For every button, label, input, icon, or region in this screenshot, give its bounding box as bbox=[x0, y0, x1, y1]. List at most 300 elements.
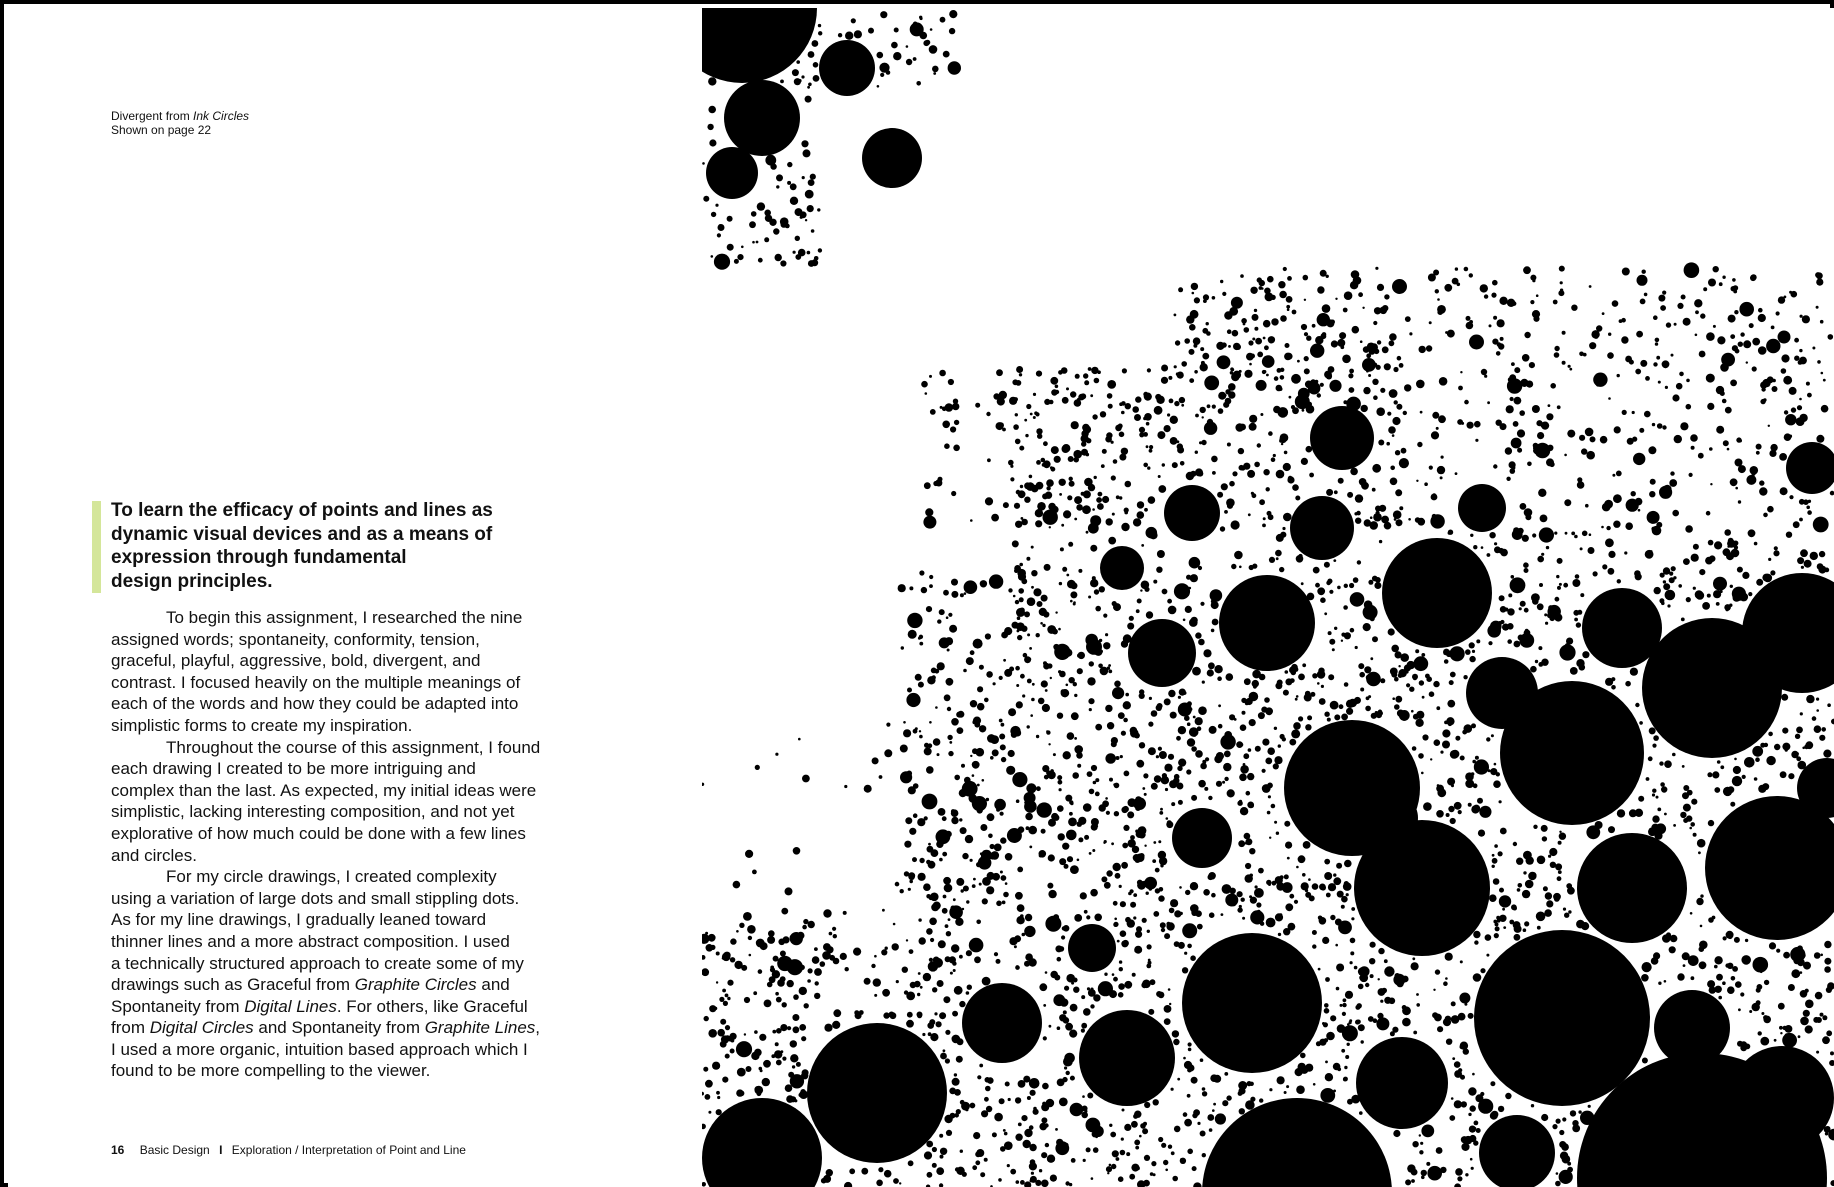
stipple-dot bbox=[1468, 1087, 1476, 1095]
text-line: For my circle drawings, I created complexity bbox=[166, 867, 497, 887]
stipple-dot bbox=[1536, 450, 1542, 456]
stipple-dot bbox=[1315, 583, 1320, 588]
stipple-dot bbox=[951, 491, 956, 496]
stipple-dot bbox=[1449, 1115, 1455, 1121]
stipple-dot bbox=[884, 1170, 892, 1178]
stipple-dot bbox=[1238, 1087, 1245, 1094]
stipple-dot bbox=[1016, 799, 1020, 803]
stipple-dot bbox=[1206, 322, 1209, 325]
stipple-dot bbox=[1030, 1090, 1036, 1096]
stipple-dot bbox=[1326, 275, 1329, 278]
stipple-dot bbox=[1368, 580, 1373, 585]
stipple-dot bbox=[1506, 477, 1510, 481]
stipple-dot bbox=[844, 785, 847, 788]
stipple-dot bbox=[1489, 324, 1492, 327]
stipple-dot bbox=[1101, 670, 1104, 673]
stipple-dot bbox=[938, 940, 946, 948]
stipple-dot bbox=[1324, 1003, 1329, 1008]
stipple-dot bbox=[1639, 721, 1643, 725]
stipple-dot bbox=[1657, 808, 1661, 812]
stipple-dot bbox=[1526, 856, 1534, 864]
stipple-dot bbox=[1732, 278, 1736, 282]
stipple-dot bbox=[905, 817, 912, 824]
stipple-dot bbox=[1463, 675, 1467, 679]
stipple-dot bbox=[823, 943, 831, 951]
stipple-dot bbox=[710, 945, 715, 950]
stipple-dot bbox=[1613, 494, 1622, 503]
stipple-dot bbox=[1572, 579, 1580, 587]
stipple-dot bbox=[1447, 330, 1455, 338]
stipple-dot bbox=[1240, 724, 1247, 731]
stipple-dot bbox=[1082, 1095, 1085, 1098]
stipple-dot bbox=[1359, 672, 1365, 678]
stipple-dot bbox=[1203, 649, 1211, 657]
stipple-dot bbox=[1390, 478, 1398, 486]
stipple-dot bbox=[1776, 949, 1780, 953]
stipple-dot bbox=[775, 254, 782, 261]
stipple-dot bbox=[1228, 345, 1231, 348]
text-line: graceful, playful, aggressive, bold, divergent, and bbox=[111, 651, 481, 671]
stipple-dot bbox=[1105, 753, 1116, 764]
stipple-dot bbox=[1458, 386, 1463, 391]
stipple-dot bbox=[1250, 287, 1257, 294]
stipple-dot bbox=[1071, 712, 1079, 720]
stipple-dot bbox=[1109, 1164, 1112, 1167]
stipple-dot bbox=[1699, 941, 1708, 950]
stipple-dot bbox=[948, 613, 952, 617]
stipple-dot bbox=[1560, 1152, 1568, 1160]
stipple-dot bbox=[1187, 1149, 1193, 1155]
stipple-dot bbox=[1442, 729, 1450, 737]
stipple-dot bbox=[926, 766, 934, 774]
stipple-dot bbox=[1522, 890, 1530, 898]
stipple-dot bbox=[1378, 978, 1380, 980]
stipple-dot bbox=[1805, 989, 1809, 993]
stipple-dot bbox=[1029, 846, 1032, 849]
stipple-dot bbox=[1280, 734, 1285, 739]
stipple-dot bbox=[1365, 706, 1371, 712]
stipple-dot bbox=[1267, 747, 1275, 755]
stipple-dot bbox=[1816, 709, 1819, 712]
stipple-dot bbox=[1505, 1093, 1511, 1099]
stipple-dot bbox=[824, 1024, 832, 1032]
stipple-dot bbox=[1292, 484, 1299, 491]
stipple-dot bbox=[1346, 700, 1354, 708]
stipple-dot bbox=[1645, 550, 1654, 559]
stipple-dot bbox=[1202, 681, 1205, 684]
stipple-dot bbox=[1480, 1092, 1484, 1096]
stipple-dot bbox=[1083, 490, 1091, 498]
stipple-dot bbox=[1608, 568, 1615, 575]
stipple-dot bbox=[892, 943, 899, 950]
stipple-dot bbox=[1357, 560, 1361, 564]
stipple-dot bbox=[1768, 558, 1771, 561]
stipple-dot bbox=[1497, 319, 1505, 327]
stipple-dot bbox=[1436, 427, 1439, 430]
stipple-dot bbox=[1106, 870, 1112, 876]
stipple-dot bbox=[1403, 411, 1407, 415]
stipple-dot bbox=[1547, 896, 1550, 899]
stipple-dot bbox=[1237, 891, 1243, 897]
stipple-dot bbox=[1697, 839, 1706, 848]
stipple-dot bbox=[780, 1024, 787, 1031]
stipple-dot bbox=[1140, 1123, 1146, 1129]
stipple-dot bbox=[1722, 276, 1725, 279]
stipple-dot bbox=[1249, 692, 1259, 702]
stipple-dot bbox=[1284, 353, 1292, 361]
stipple-dot bbox=[1157, 431, 1165, 439]
stipple-dot bbox=[1160, 922, 1166, 928]
stipple-dot bbox=[1063, 1010, 1067, 1014]
stipple-dot bbox=[1557, 405, 1561, 409]
stipple-dot bbox=[1640, 360, 1647, 367]
stipple-dot bbox=[1467, 422, 1474, 429]
stipple-dot bbox=[921, 587, 927, 593]
stipple-dot bbox=[962, 853, 968, 859]
stipple-dot bbox=[1057, 1026, 1061, 1030]
stipple-dot bbox=[1052, 629, 1058, 635]
stipple-dot bbox=[1556, 575, 1559, 578]
stipple-dot bbox=[1728, 786, 1735, 793]
stipple-dot bbox=[1170, 416, 1178, 424]
stipple-dot bbox=[1821, 405, 1829, 413]
stipple-dot bbox=[931, 668, 937, 674]
stipple-dot bbox=[1448, 806, 1454, 812]
ink-circle bbox=[1474, 930, 1650, 1106]
stipple-dot bbox=[1223, 763, 1231, 771]
body-text bbox=[111, 607, 581, 1082]
stipple-dot bbox=[1290, 678, 1295, 683]
stipple-dot bbox=[1102, 496, 1109, 503]
stipple-dot bbox=[767, 936, 775, 944]
stipple-dot bbox=[1350, 468, 1358, 476]
stipple-dot bbox=[1243, 753, 1249, 759]
stipple-dot bbox=[1255, 885, 1258, 888]
stipple-dot bbox=[1105, 705, 1112, 712]
stipple-dot bbox=[1398, 665, 1400, 667]
stipple-dot bbox=[1026, 826, 1030, 830]
stipple-dot bbox=[990, 735, 999, 744]
stipple-dot bbox=[1412, 746, 1417, 751]
stipple-dot bbox=[1324, 712, 1329, 717]
stipple-dot bbox=[1799, 349, 1802, 352]
stipple-dot bbox=[1593, 373, 1607, 387]
stipple-dot bbox=[879, 63, 889, 73]
stipple-dot bbox=[926, 751, 929, 754]
stipple-dot bbox=[1225, 398, 1232, 405]
stipple-dot bbox=[1114, 918, 1117, 921]
stipple-dot bbox=[1015, 1097, 1021, 1103]
stipple-dot bbox=[765, 155, 776, 166]
stipple-dot bbox=[1728, 538, 1734, 544]
stipple-dot bbox=[1166, 817, 1169, 820]
stipple-dot bbox=[1556, 1172, 1559, 1175]
stipple-dot bbox=[1695, 334, 1698, 337]
stipple-dot bbox=[1189, 378, 1194, 383]
stipple-dot bbox=[1460, 371, 1462, 373]
stipple-dot bbox=[1224, 777, 1228, 781]
stipple-dot bbox=[1239, 424, 1246, 431]
stipple-dot bbox=[1782, 728, 1788, 734]
stipple-dot bbox=[833, 1009, 841, 1017]
stipple-dot bbox=[1174, 583, 1190, 599]
stipple-dot bbox=[996, 422, 1004, 430]
stipple-dot bbox=[1327, 579, 1332, 584]
stipple-dot bbox=[1004, 1132, 1008, 1136]
stipple-dot bbox=[1416, 993, 1419, 996]
stipple-dot bbox=[1147, 368, 1151, 372]
stipple-dot bbox=[940, 1155, 944, 1159]
stipple-dot bbox=[1059, 858, 1066, 865]
stipple-dot bbox=[1202, 1091, 1207, 1096]
stipple-dot bbox=[946, 1130, 952, 1136]
stipple-dot bbox=[1045, 492, 1052, 499]
stipple-dot bbox=[1750, 466, 1759, 475]
stipple-dot bbox=[1522, 535, 1529, 542]
stipple-dot bbox=[919, 570, 924, 575]
stipple-dot bbox=[1629, 360, 1634, 365]
stipple-dot bbox=[949, 905, 963, 919]
stipple-dot bbox=[1151, 783, 1158, 790]
stipple-dot bbox=[1319, 1039, 1326, 1046]
stipple-dot bbox=[1083, 373, 1088, 378]
stipple-dot bbox=[1706, 332, 1715, 341]
stipple-dot bbox=[1134, 733, 1140, 739]
stipple-dot bbox=[924, 816, 928, 820]
stipple-dot bbox=[965, 1108, 968, 1111]
ink-circle bbox=[1479, 1115, 1555, 1187]
stipple-dot bbox=[1317, 670, 1325, 678]
stipple-dot bbox=[1799, 357, 1807, 365]
stipple-dot bbox=[1078, 569, 1082, 573]
stipple-dot bbox=[1277, 1076, 1285, 1084]
stipple-dot bbox=[1782, 1033, 1797, 1048]
stipple-dot bbox=[972, 884, 976, 888]
stipple-dot bbox=[919, 858, 924, 863]
stipple-dot bbox=[996, 369, 1003, 376]
stipple-dot bbox=[1174, 1126, 1181, 1133]
text-line bbox=[111, 974, 581, 996]
stipple-dot bbox=[1822, 1036, 1830, 1044]
stipple-dot bbox=[1217, 492, 1223, 498]
stipple-dot bbox=[929, 45, 938, 54]
stipple-dot bbox=[1796, 756, 1801, 761]
stipple-dot bbox=[1356, 1020, 1361, 1025]
stipple-dot bbox=[1074, 496, 1082, 504]
stipple-dot bbox=[1376, 1017, 1389, 1030]
stipple-dot bbox=[1390, 466, 1395, 471]
stipple-dot bbox=[1392, 1027, 1398, 1033]
stipple-dot bbox=[1364, 519, 1371, 526]
stipple-dot bbox=[1074, 399, 1082, 407]
stipple-dot bbox=[1059, 946, 1065, 952]
stipple-dot bbox=[1174, 774, 1180, 780]
stipple-dot bbox=[1122, 843, 1128, 849]
stipple-dot bbox=[1450, 672, 1456, 678]
stipple-dot bbox=[1770, 570, 1775, 575]
stipple-dot bbox=[1491, 734, 1494, 737]
stipple-dot bbox=[1471, 1167, 1474, 1170]
stipple-dot bbox=[1164, 764, 1172, 772]
stipple-dot bbox=[772, 1030, 776, 1034]
stipple-dot bbox=[1748, 592, 1752, 596]
stipple-dot bbox=[717, 1096, 720, 1099]
stipple-dot bbox=[1386, 442, 1390, 446]
stipple-dot bbox=[1136, 760, 1144, 768]
stipple-dot bbox=[1517, 888, 1521, 892]
stipple-dot bbox=[727, 980, 733, 986]
stipple-dot bbox=[1202, 416, 1204, 418]
stipple-dot bbox=[1445, 1016, 1451, 1022]
stipple-dot bbox=[1656, 796, 1659, 799]
stipple-dot bbox=[1098, 981, 1113, 996]
stipple-dot bbox=[1113, 901, 1118, 906]
stipple-dot bbox=[1734, 937, 1740, 943]
stipple-dot bbox=[1112, 1150, 1119, 1157]
stipple-dot bbox=[906, 45, 909, 48]
stipple-dot bbox=[939, 609, 945, 615]
stipple-dot bbox=[1089, 852, 1092, 855]
stipple-dot bbox=[1416, 380, 1425, 389]
stipple-dot bbox=[1349, 387, 1355, 393]
stipple-dot bbox=[1507, 608, 1514, 615]
stipple-dot bbox=[790, 1054, 798, 1062]
stipple-dot bbox=[938, 477, 943, 482]
stipple-dot bbox=[814, 968, 822, 976]
stipple-dot bbox=[1576, 622, 1581, 627]
stipple-dot bbox=[1048, 743, 1050, 745]
stipple-dot bbox=[1328, 674, 1334, 680]
stipple-dot bbox=[1094, 476, 1097, 479]
stipple-dot bbox=[1492, 280, 1498, 286]
stipple-dot bbox=[1372, 379, 1378, 385]
stipple-dot bbox=[1159, 751, 1167, 759]
stipple-dot bbox=[1465, 649, 1471, 655]
stipple-dot bbox=[1625, 681, 1631, 687]
stipple-dot bbox=[898, 584, 906, 592]
stipple-dot bbox=[895, 882, 900, 887]
stipple-dot bbox=[1086, 1147, 1091, 1152]
stipple-dot bbox=[943, 895, 947, 899]
stipple-dot bbox=[1115, 425, 1122, 432]
stipple-dot bbox=[1066, 1071, 1070, 1075]
stipple-dot bbox=[1224, 1072, 1228, 1076]
stipple-dot bbox=[1017, 904, 1025, 912]
stipple-dot bbox=[1759, 480, 1764, 485]
stipple-dot bbox=[1359, 1111, 1363, 1115]
stipple-dot bbox=[1600, 436, 1608, 444]
stipple-dot bbox=[1091, 1177, 1094, 1180]
stipple-dot bbox=[1341, 640, 1343, 642]
stipple-dot bbox=[871, 964, 875, 968]
stipple-dot bbox=[1366, 370, 1369, 373]
book-title: Basic Design bbox=[139, 1143, 210, 1157]
stipple-dot bbox=[1585, 504, 1589, 508]
stipple-dot bbox=[1554, 352, 1560, 358]
stipple-dot bbox=[1315, 380, 1319, 384]
stipple-dot bbox=[1468, 1113, 1471, 1116]
stipple-dot bbox=[1734, 545, 1738, 549]
stipple-dot bbox=[1794, 356, 1799, 361]
stipple-dot bbox=[954, 775, 960, 781]
stipple-dot bbox=[1713, 325, 1716, 328]
stipple-dot bbox=[1516, 858, 1523, 865]
stipple-dot bbox=[1135, 396, 1141, 402]
stipple-dot bbox=[1537, 432, 1544, 439]
stipple-dot bbox=[1567, 430, 1575, 438]
stipple-dot bbox=[1112, 601, 1117, 606]
stipple-dot bbox=[908, 872, 915, 879]
stipple-dot bbox=[1106, 518, 1113, 525]
stipple-dot bbox=[1036, 633, 1040, 637]
stipple-dot bbox=[1496, 772, 1500, 776]
stipple-dot bbox=[1143, 1180, 1150, 1187]
stipple-dot bbox=[1062, 397, 1069, 404]
stipple-dot bbox=[1262, 524, 1266, 528]
stipple-dot bbox=[1232, 330, 1239, 337]
paragraph-2 bbox=[111, 737, 581, 867]
stipple-dot bbox=[1384, 997, 1391, 1004]
stipple-dot bbox=[1536, 294, 1539, 297]
stipple-dot bbox=[1669, 946, 1676, 953]
stipple-dot bbox=[1512, 301, 1517, 306]
stipple-dot bbox=[1317, 393, 1321, 397]
stipple-dot bbox=[882, 909, 885, 912]
text-run: and bbox=[476, 975, 510, 995]
stipple-dot bbox=[1525, 880, 1534, 889]
stipple-dot bbox=[1727, 963, 1733, 969]
stipple-dot bbox=[723, 1001, 728, 1006]
stipple-dot bbox=[1640, 299, 1646, 305]
stipple-dot bbox=[1816, 272, 1823, 279]
ink-circle bbox=[1172, 808, 1232, 868]
stipple-dot bbox=[946, 678, 954, 686]
stipple-dot bbox=[792, 1065, 795, 1068]
stipple-dot bbox=[1513, 842, 1517, 846]
stipple-dot bbox=[1507, 639, 1512, 644]
stipple-dot bbox=[853, 948, 861, 956]
stipple-dot bbox=[918, 972, 921, 975]
stipple-dot bbox=[1454, 1100, 1462, 1108]
stipple-dot bbox=[1030, 1176, 1037, 1183]
stipple-dot bbox=[1291, 670, 1297, 676]
stipple-dot bbox=[1394, 518, 1397, 521]
stipple-dot bbox=[1653, 735, 1659, 741]
stipple-dot bbox=[1817, 360, 1821, 364]
stipple-dot bbox=[1181, 361, 1187, 367]
stipple-dot bbox=[1655, 338, 1660, 343]
stipple-dot bbox=[951, 817, 958, 824]
stipple-dot bbox=[1249, 848, 1255, 854]
stipple-dot bbox=[1480, 968, 1485, 973]
stipple-dot bbox=[1118, 1176, 1124, 1182]
stipple-dot bbox=[982, 877, 991, 886]
stipple-dot bbox=[727, 216, 733, 222]
stipple-dot bbox=[1488, 769, 1491, 772]
stipple-dot bbox=[1276, 832, 1279, 835]
stipple-dot bbox=[1033, 1107, 1037, 1111]
stipple-dot bbox=[1514, 397, 1522, 405]
stipple-dot bbox=[1520, 601, 1526, 607]
stipple-dot bbox=[1558, 290, 1564, 296]
stipple-dot bbox=[1793, 521, 1800, 528]
stipple-dot bbox=[944, 443, 950, 449]
stipple-dot bbox=[1500, 828, 1507, 835]
stipple-dot bbox=[1346, 397, 1361, 412]
stipple-dot bbox=[1278, 933, 1281, 936]
stipple-dot bbox=[1013, 424, 1019, 430]
stipple-dot bbox=[1429, 691, 1435, 697]
